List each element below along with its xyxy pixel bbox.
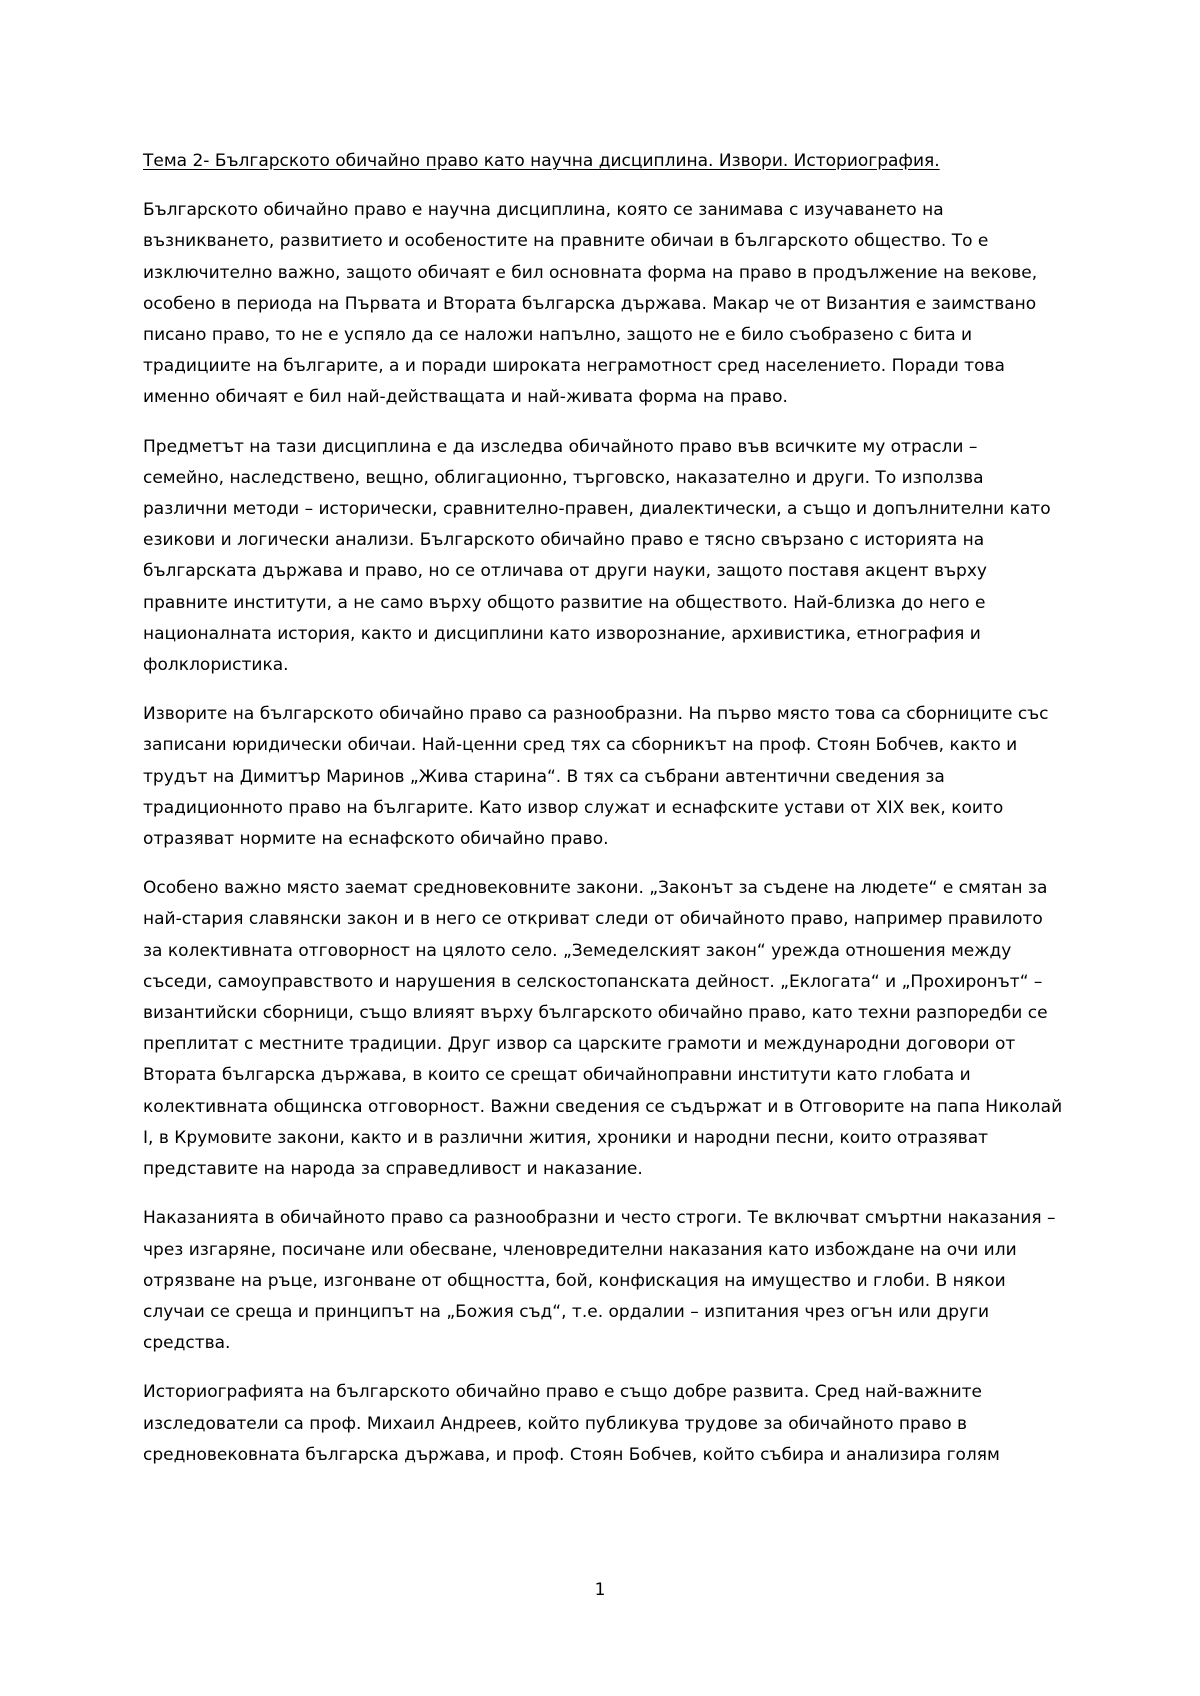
document-body [143,146,1063,1489]
paragraph-historiography: Историографията на българското обичайно право е също добре развита. Сред най-важните изследователи са проф. Михаил Андреев, който публикува трудове за обичайното право в средновековната българска държава, и проф. Стоян Бобчев, който събира и анализира голям [143,1382,1000,1465]
paragraph-subject: Предметът на тази дисциплина е да изследва обичайното право във всичките му отрасли – семейно, наследствено, вещно, облигационно, търговско, наказателно и други. То използва различни методи – исторически, сравнително-правен, диалектически, а също и допълнителни като езикови и логически анализи. Българското обичайно право е тясно свързано с историята на българската държава и право, но се отличава от други науки, защото поставя акцент върху правните институти, а не само върху общото развитие на обществото. Най-близка до него е националната история, както и дисциплини като изворознание, архивистика, етнография и фолклористика. [143,436,1051,676]
paragraph-medieval-laws: Особено важно място заемат средновековните закони. „Законът за съдене на людете“ е смятан за най-стария славянски закон и в него се откриват следи от обичайното право, например правилото за колективната отговорност на цялото село. „Земеделският закон“ урежда отношения между съседи, самоуправството и нарушения в селскостопанската дейност. „Еклогата“ и „Прохиронът“ – византийски сборници, също влияят върху българското обичайно право, като техни разпоредби се преплитат с местните традиции. Друг извор са царските грамоти и международни договори от Втората българска държава, в които се срещат обичайноправни институти като глобата и колективната общинска отговорност. Важни сведения се съдържат и в Отговорите на папа Николай I, в Крумовите закони, както и в различни жития, хроники и народни песни, които отразяват представите на народа за справедливост и наказание. [143,878,1063,1180]
paragraph-punishments: Наказанията в обичайното право са разнообразни и често строги. Те включват смъртни наказания – чрез изгаряне, посичане или обесване, членовредителни наказания като избождане на очи или отрязване на ръце, изгонване от общността, бой, конфискация на имущество и глоби. В някои случаи се среща и принципът на „Божия съд“, т.е. ордалии – изпитания чрез огън или други средства. [143,1208,1056,1354]
paragraph-introduction: Българското обичайно право е научна дисциплина, която се занимава с изучаването на възникването, развитието и особеностите на правните обичаи в българското общество. То е изключително важно, защото обичаят е бил основната форма на право в продължение на векове, особено в периода на Първата и Втората българска държава. Макар че от Византия е заимствано писано право, то не е успяло да се наложи напълно, защото не е било съобразено с бита и традициите на българите, а и поради широката неграмотност сред населението. Поради това именно обичаят е бил най-действащата и най-живата форма на право. [143,200,1038,408]
page-number: 1 [594,1580,606,1600]
document-title: Тема 2- Българското обичайно право като научна дисциплина. Извори. Историография. [143,151,940,171]
paragraph-sources: Изворите на българското обичайно право са разнообразни. На първо място това са сборниците със записани юридически обичаи. Най-ценни сред тях са сборникът на проф. Стоян Бобчев, както и трудът на Димитър Маринов „Жива старина“. В тях са събрани автентични сведения за традиционното право на българите. Като извор служат и еснафските устави от XIX век, които отразяват нормите на еснафското обичайно право. [143,704,1049,850]
